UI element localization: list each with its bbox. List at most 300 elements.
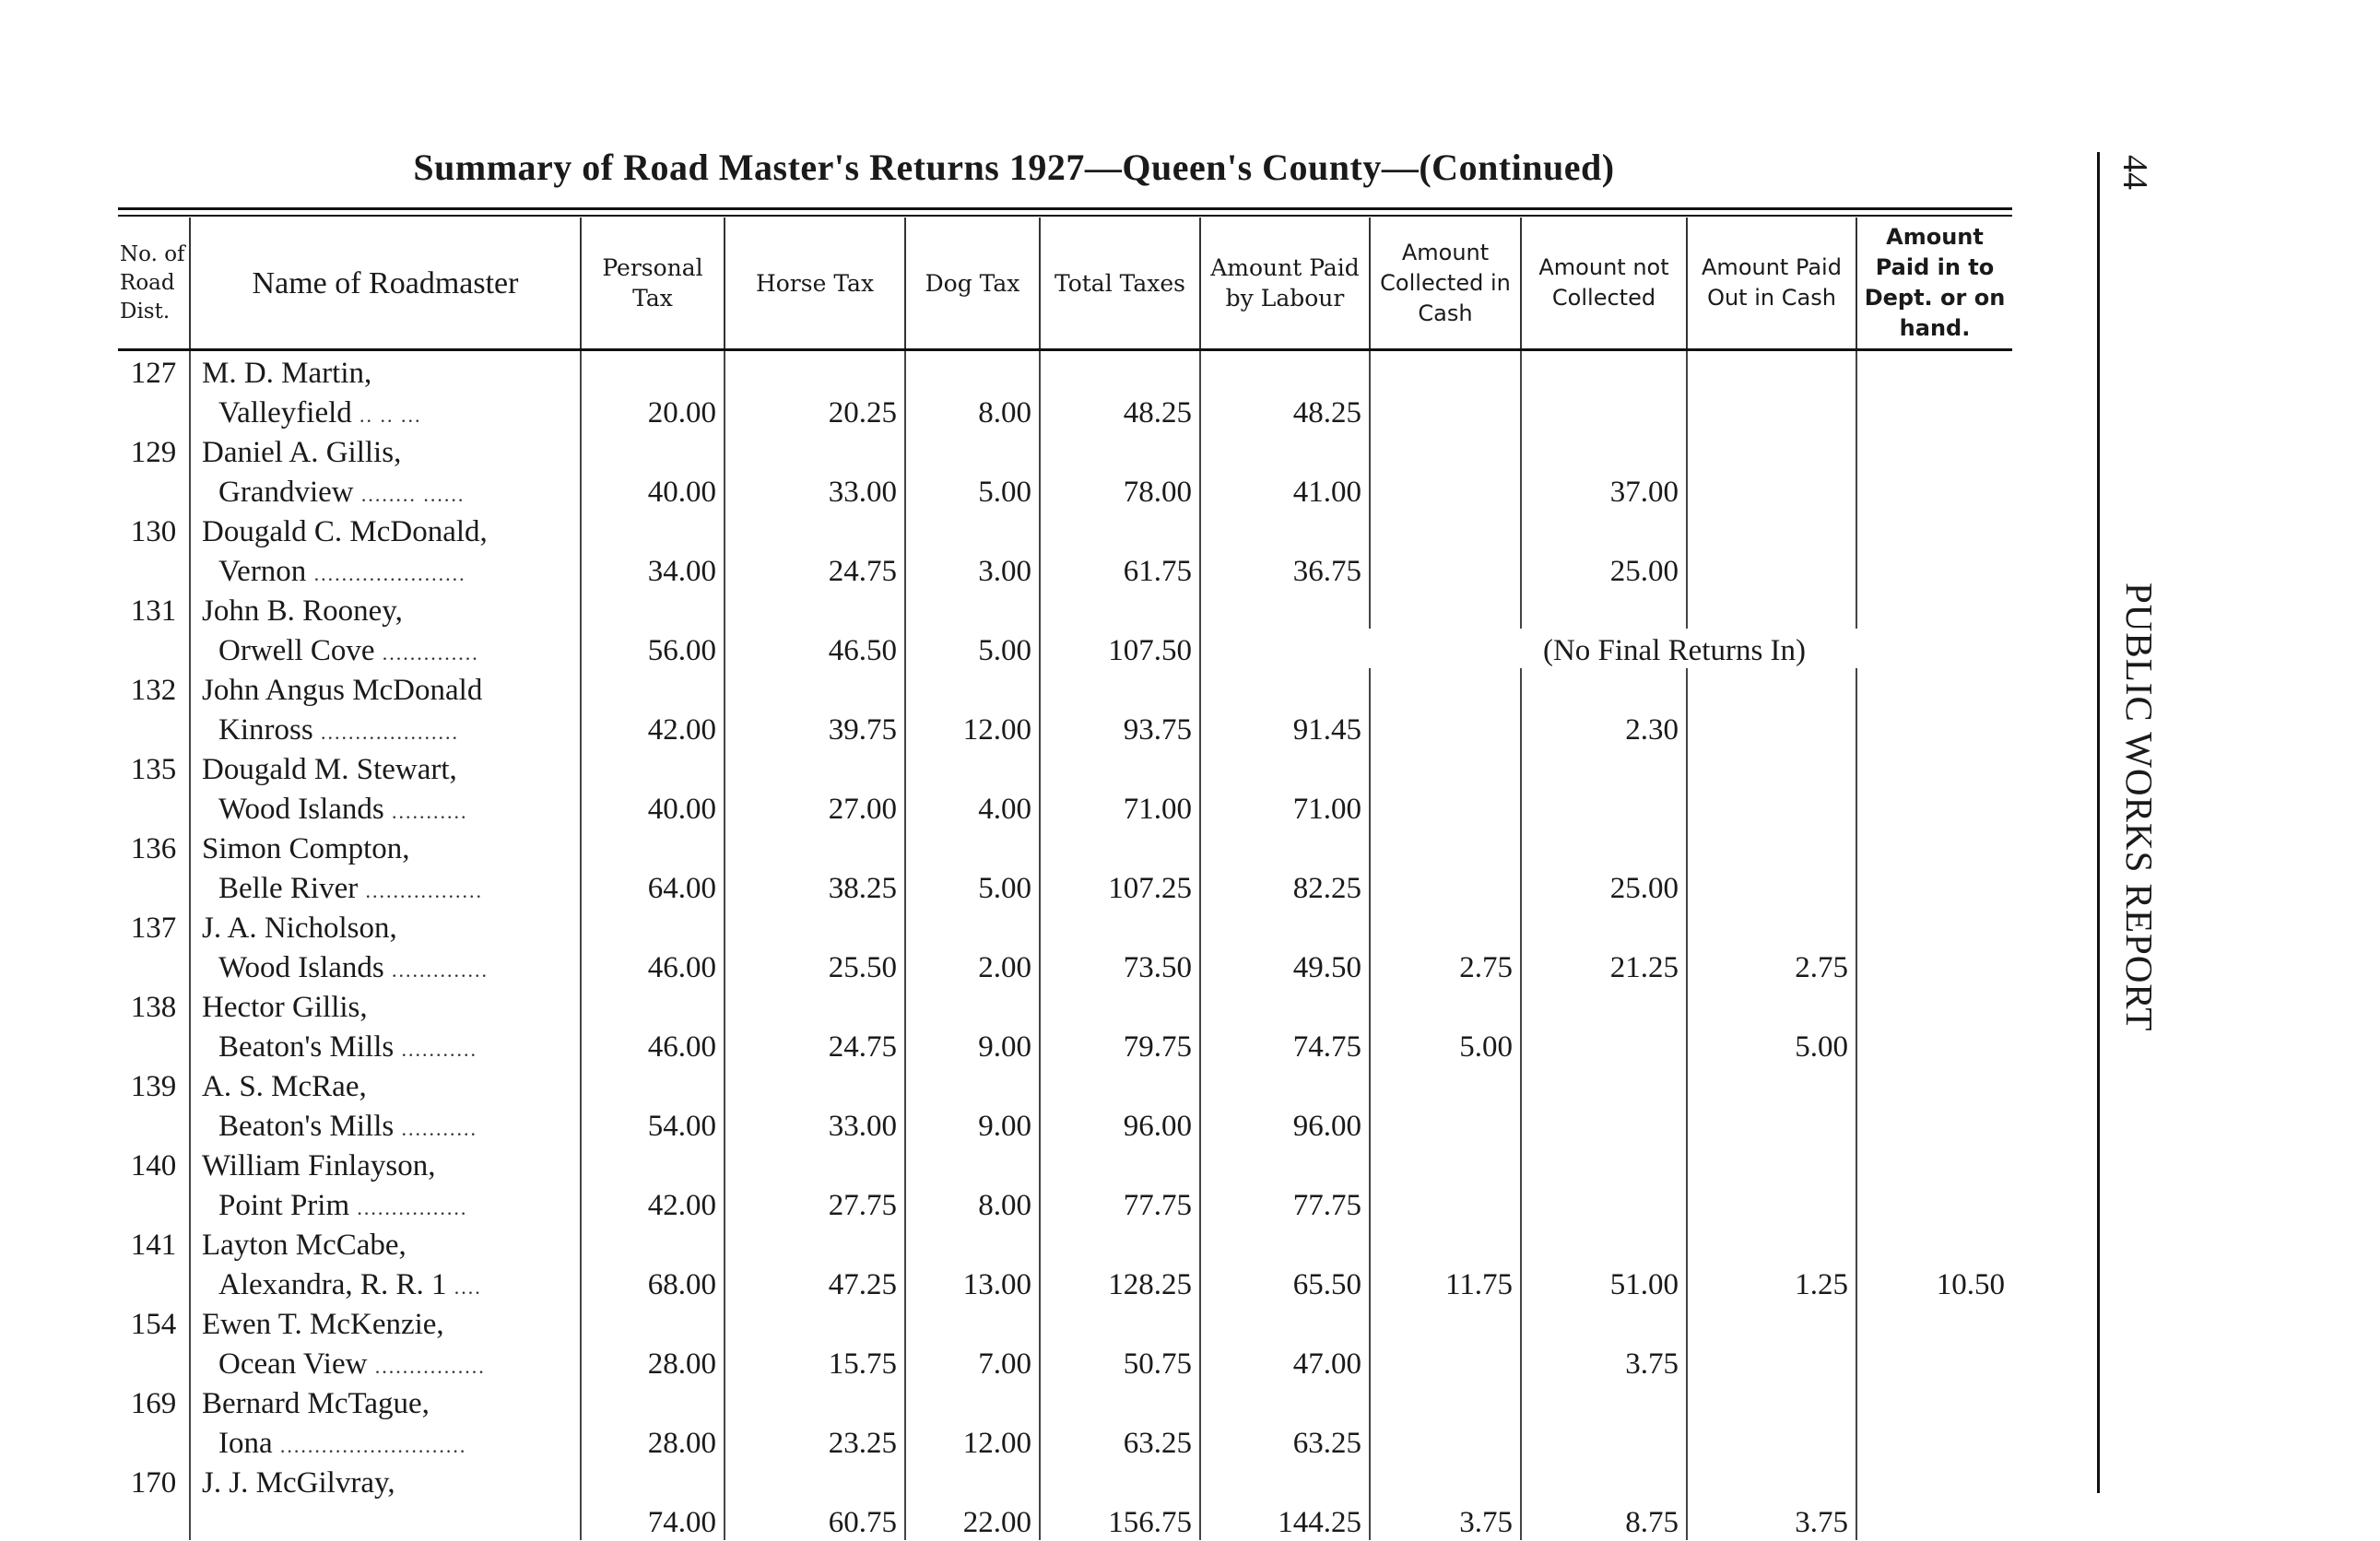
value-paid-in: [1856, 708, 2012, 747]
empty-cell: [118, 549, 190, 589]
road-dist-number: 137: [130, 912, 177, 945]
empty-cell: [1370, 1144, 1521, 1183]
empty-cell: [581, 668, 725, 708]
empty-cell: [905, 1065, 1040, 1104]
empty-cell: [905, 430, 1040, 470]
empty-cell: [725, 350, 905, 392]
dot-leader: ........ ......: [360, 483, 465, 506]
place-text: Wood Islands: [218, 793, 384, 826]
road-dist-number: 129: [130, 436, 177, 469]
value-collected: [1370, 708, 1521, 747]
value-labour: 82.25: [1200, 866, 1370, 906]
table-row: [118, 906, 2012, 946]
roadmaster-name: Simon Compton,: [190, 827, 581, 866]
roadmaster-name: Dougald M. Stewart,: [190, 747, 581, 787]
value-dog: 12.00: [905, 1421, 1040, 1461]
empty-cell: [581, 1382, 725, 1421]
roadmaster-name: Dougald C. McDonald,: [190, 510, 581, 549]
empty-cell: [1521, 350, 1687, 392]
empty-cell: [1370, 350, 1521, 392]
empty-cell: [118, 629, 190, 668]
header-dog-tax: Dog Tax: [905, 218, 1040, 350]
value-horse: 24.75: [725, 1025, 905, 1065]
empty-cell: [905, 906, 1040, 946]
empty-cell: [1370, 510, 1521, 549]
value-personal: 68.00: [581, 1263, 725, 1302]
value-collected: [1370, 1342, 1521, 1382]
table-row: [118, 668, 2012, 708]
empty-cell: [725, 589, 905, 629]
empty-cell: [1521, 1065, 1687, 1104]
roadmaster-place: [190, 549, 581, 589]
table-row-values: [118, 470, 2012, 510]
value-not-collected: [1521, 1025, 1687, 1065]
empty-cell: [1856, 350, 2012, 392]
empty-cell: [1521, 747, 1687, 787]
empty-cell: [1040, 747, 1200, 787]
value-total: 93.75: [1040, 708, 1200, 747]
table-row: [118, 827, 2012, 866]
value-collected: 2.75: [1370, 946, 1521, 985]
empty-cell: [1521, 985, 1687, 1025]
empty-cell: [1521, 1223, 1687, 1263]
empty-cell: [1200, 1302, 1370, 1342]
table-row: [118, 1461, 2012, 1500]
empty-cell: [1200, 1065, 1370, 1104]
road-master-returns-table: [118, 218, 2012, 1540]
empty-cell: [1040, 985, 1200, 1025]
empty-cell: [1521, 510, 1687, 549]
value-dog: 3.00: [905, 549, 1040, 589]
value-collected: [1370, 391, 1521, 430]
empty-cell: [1521, 1461, 1687, 1500]
table-row-values: [118, 391, 2012, 430]
empty-cell: [581, 985, 725, 1025]
running-head: PUBLIC WORKS REPORT: [2118, 582, 2161, 1032]
value-not-collected: [1521, 1104, 1687, 1144]
empty-cell: [581, 510, 725, 549]
empty-cell: [725, 1461, 905, 1500]
empty-cell: [1200, 430, 1370, 470]
value-labour: 91.45: [1200, 708, 1370, 747]
roadmaster-place: [190, 1104, 581, 1144]
empty-cell: [1200, 747, 1370, 787]
empty-cell: [1687, 1382, 1856, 1421]
value-horse: 27.75: [725, 1183, 905, 1223]
value-horse: 27.00: [725, 787, 905, 827]
empty-cell: [905, 747, 1040, 787]
empty-cell: [581, 1144, 725, 1183]
empty-cell: [1687, 668, 1856, 708]
empty-cell: [1687, 1302, 1856, 1342]
empty-cell: [1370, 1382, 1521, 1421]
empty-cell: [1200, 1144, 1370, 1183]
table-row-values: [118, 629, 2012, 668]
empty-cell: [118, 1025, 190, 1065]
empty-cell: [1200, 827, 1370, 866]
value-dog: 5.00: [905, 470, 1040, 510]
place-text: Iona: [218, 1427, 273, 1460]
value-paid-in: [1856, 1421, 2012, 1461]
value-collected: [1370, 1421, 1521, 1461]
road-dist-number: 170: [130, 1466, 177, 1500]
place-text: Kinross: [218, 713, 313, 747]
value-paid-in: [1856, 549, 2012, 589]
empty-cell: [581, 430, 725, 470]
value-personal: 20.00: [581, 391, 725, 430]
value-total: 107.50: [1040, 629, 1200, 668]
value-paid-out: [1687, 470, 1856, 510]
empty-cell: [905, 1223, 1040, 1263]
roadmaster-name: Daniel A. Gillis,: [190, 430, 581, 470]
dot-leader: .................: [365, 879, 483, 902]
value-not-collected: 25.00: [1521, 549, 1687, 589]
roadmaster-name: Ewen T. McKenzie,: [190, 1302, 581, 1342]
page-title: Summary of Road Master's Returns 1927—Queen's County—(Continued): [413, 147, 1615, 188]
empty-cell: [1040, 1223, 1200, 1263]
empty-cell: [1687, 747, 1856, 787]
table-row-values: [118, 1104, 2012, 1144]
value-personal: 46.00: [581, 1025, 725, 1065]
value-paid-in: [1856, 1025, 2012, 1065]
empty-cell: [1200, 985, 1370, 1025]
value-total: 79.75: [1040, 1025, 1200, 1065]
header-personal-tax: Personal Tax: [581, 218, 725, 350]
value-horse: 33.00: [725, 1104, 905, 1144]
dot-leader: ...........: [401, 1038, 477, 1061]
empty-cell: [1521, 827, 1687, 866]
header-not-collected: Amount not Collected: [1521, 218, 1687, 350]
roadmaster-place: [190, 708, 581, 747]
road-dist-number: 130: [130, 515, 177, 548]
empty-cell: [905, 510, 1040, 549]
roadmaster-name: Hector Gillis,: [190, 985, 581, 1025]
value-labour: 65.50: [1200, 1263, 1370, 1302]
empty-cell: [581, 1065, 725, 1104]
value-dog: 8.00: [905, 391, 1040, 430]
value-paid-out: [1687, 1342, 1856, 1382]
dot-leader: .. .. ...: [359, 404, 422, 427]
empty-cell: [118, 1183, 190, 1223]
roadmaster-name: J. J. McGilvray,: [190, 1461, 581, 1500]
road-dist-number: 136: [130, 832, 177, 865]
value-personal: 64.00: [581, 866, 725, 906]
value-total: 50.75: [1040, 1342, 1200, 1382]
value-dog: 8.00: [905, 1183, 1040, 1223]
place-text: Valleyfield: [218, 396, 352, 429]
empty-cell: [1040, 589, 1200, 629]
roadmaster-name: J. A. Nicholson,: [190, 906, 581, 946]
value-paid-out: 5.00: [1687, 1025, 1856, 1065]
empty-cell: [1687, 985, 1856, 1025]
empty-cell: [1040, 1461, 1200, 1500]
value-paid-out: [1687, 708, 1856, 747]
empty-cell: [725, 1382, 905, 1421]
table-row-values: [118, 1263, 2012, 1302]
value-horse: 46.50: [725, 629, 905, 668]
road-dist-number: 132: [130, 674, 177, 707]
value-labour: 47.00: [1200, 1342, 1370, 1382]
value-labour: 71.00: [1200, 787, 1370, 827]
empty-cell: [1040, 668, 1200, 708]
dot-leader: ...........................: [279, 1434, 467, 1457]
value-total: 48.25: [1040, 391, 1200, 430]
value-dog: 2.00: [905, 946, 1040, 985]
empty-cell: [1521, 668, 1687, 708]
value-personal: 28.00: [581, 1342, 725, 1382]
empty-cell: [725, 906, 905, 946]
empty-cell: [1200, 589, 1370, 629]
value-total: 107.25: [1040, 866, 1200, 906]
value-not-collected: 21.25: [1521, 946, 1687, 985]
value-paid-out: 1.25: [1687, 1263, 1856, 1302]
empty-cell: [905, 1382, 1040, 1421]
page-number: 44: [2115, 155, 2154, 190]
table-row: [118, 985, 2012, 1025]
empty-cell: [725, 1223, 905, 1263]
empty-cell: [905, 668, 1040, 708]
table-row-values: [118, 549, 2012, 589]
value-paid-out: [1687, 787, 1856, 827]
empty-cell: [1856, 668, 2012, 708]
header-roadmaster-name: Name of Roadmaster: [190, 218, 581, 350]
value-paid-in: [1856, 470, 2012, 510]
margin-rule: [2097, 152, 2100, 1493]
empty-cell: [581, 1223, 725, 1263]
empty-cell: [1200, 1223, 1370, 1263]
road-dist-number: 141: [130, 1229, 177, 1262]
value-total: 96.00: [1040, 1104, 1200, 1144]
empty-cell: [1687, 827, 1856, 866]
table-row-values: [118, 1500, 2012, 1540]
header-paid-out-in-cash: Amount Paid Out in Cash: [1687, 218, 1856, 350]
table-row-values: [118, 708, 2012, 747]
value-horse: 15.75: [725, 1342, 905, 1382]
empty-cell: [1370, 747, 1521, 787]
value-not-collected: [1521, 1421, 1687, 1461]
table-row-values: [118, 787, 2012, 827]
value-personal: 46.00: [581, 946, 725, 985]
value-horse: 23.25: [725, 1421, 905, 1461]
value-paid-in: [1856, 1183, 2012, 1223]
value-dog: 9.00: [905, 1025, 1040, 1065]
table-row: [118, 1223, 2012, 1263]
empty-cell: [1856, 589, 2012, 629]
value-labour: 49.50: [1200, 946, 1370, 985]
empty-cell: [905, 1144, 1040, 1183]
value-labour: 74.75: [1200, 1025, 1370, 1065]
value-not-collected: 2.30: [1521, 708, 1687, 747]
value-paid-in: [1856, 1342, 2012, 1382]
empty-cell: [1200, 350, 1370, 392]
roadmaster-name: A. S. McRae,: [190, 1065, 581, 1104]
empty-cell: [1856, 1223, 2012, 1263]
empty-cell: [581, 747, 725, 787]
table-row: [118, 589, 2012, 629]
empty-cell: [581, 589, 725, 629]
empty-cell: [725, 668, 905, 708]
value-not-collected: [1521, 391, 1687, 430]
empty-cell: [118, 1421, 190, 1461]
value-horse: 33.00: [725, 470, 905, 510]
note-text: (No Final Returns In): [1542, 634, 1807, 667]
empty-cell: [1856, 1382, 2012, 1421]
roadmaster-place: [190, 787, 581, 827]
value-not-collected: [1521, 1183, 1687, 1223]
value-horse: 39.75: [725, 708, 905, 747]
road-dist-number: 140: [130, 1149, 177, 1182]
empty-cell: [1687, 1144, 1856, 1183]
value-personal: 56.00: [581, 629, 725, 668]
empty-cell: [1040, 827, 1200, 866]
value-personal: 28.00: [581, 1421, 725, 1461]
value-personal: 54.00: [581, 1104, 725, 1144]
empty-cell: [1370, 985, 1521, 1025]
value-total: 77.75: [1040, 1183, 1200, 1223]
value-collected: [1370, 470, 1521, 510]
roadmaster-name: M. D. Martin,: [190, 350, 581, 392]
value-paid-in: [1856, 1104, 2012, 1144]
table-row: [118, 1302, 2012, 1342]
value-labour: 36.75: [1200, 549, 1370, 589]
header-paid-in-to-dept: Amount Paid in to Dept. or on hand.: [1856, 218, 2012, 350]
place-text: Orwell Cove: [218, 634, 375, 667]
empty-cell: [1856, 1065, 2012, 1104]
value-not-collected: 8.75: [1521, 1500, 1687, 1540]
empty-cell: [1856, 827, 2012, 866]
value-personal: 34.00: [581, 549, 725, 589]
value-personal: 40.00: [581, 470, 725, 510]
empty-cell: [1687, 906, 1856, 946]
value-labour: 41.00: [1200, 470, 1370, 510]
dot-leader: ................: [357, 1196, 468, 1219]
value-paid-out: [1687, 1183, 1856, 1223]
value-total: 78.00: [1040, 470, 1200, 510]
empty-cell: [118, 708, 190, 747]
table-row-values: [118, 1342, 2012, 1382]
empty-cell: [1370, 1461, 1521, 1500]
empty-cell: [905, 350, 1040, 392]
empty-cell: [581, 906, 725, 946]
empty-cell: [1370, 1302, 1521, 1342]
dot-leader: ......................: [313, 562, 466, 585]
table-row: [118, 510, 2012, 549]
value-dog: 12.00: [905, 708, 1040, 747]
empty-cell: [581, 350, 725, 392]
roadmaster-place: [190, 391, 581, 430]
dot-leader: ..............: [392, 959, 489, 982]
empty-cell: [1370, 589, 1521, 629]
place-text: Grandview: [218, 476, 354, 509]
value-paid-out: 3.75: [1687, 1500, 1856, 1540]
empty-cell: [1687, 1461, 1856, 1500]
empty-cell: [725, 430, 905, 470]
no-returns-note: [1370, 629, 2012, 668]
value-labour: 48.25: [1200, 391, 1370, 430]
value-collected: [1370, 866, 1521, 906]
place-text: Beaton's Mills: [218, 1110, 395, 1143]
place-text: Belle River: [218, 872, 359, 905]
header-total-taxes: Total Taxes: [1040, 218, 1200, 350]
empty-cell: [725, 985, 905, 1025]
road-dist-number: 127: [130, 357, 177, 390]
value-horse: 60.75: [725, 1500, 905, 1540]
value-dog: 5.00: [905, 629, 1040, 668]
value-labour: 77.75: [1200, 1183, 1370, 1223]
empty-cell: [1687, 510, 1856, 549]
empty-cell: [118, 1263, 190, 1302]
empty-cell: [905, 1302, 1040, 1342]
header-road-dist: No. of Road Dist.: [118, 218, 190, 350]
empty-cell: [1521, 906, 1687, 946]
value-paid-out: [1687, 549, 1856, 589]
place-text: Beaton's Mills: [218, 1030, 395, 1064]
roadmaster-name: Bernard McTague,: [190, 1382, 581, 1421]
table-row: [118, 350, 2012, 392]
dot-leader: ....................: [320, 721, 459, 744]
empty-cell: [1521, 430, 1687, 470]
empty-cell: [581, 1461, 725, 1500]
header-double-rule: [118, 207, 2012, 217]
value-paid-in: [1856, 391, 2012, 430]
value-labour: 96.00: [1200, 1104, 1370, 1144]
value-paid-in: [1856, 866, 2012, 906]
empty-cell: [1856, 510, 2012, 549]
table-row: [118, 430, 2012, 470]
table-body: [118, 350, 2012, 1541]
empty-cell: [1200, 1382, 1370, 1421]
place-text: Alexandra, R. R. 1: [218, 1268, 447, 1301]
roadmaster-name: John B. Rooney,: [190, 589, 581, 629]
dot-leader: ...........: [401, 1117, 477, 1140]
value-total: 71.00: [1040, 787, 1200, 827]
empty-cell: [1370, 1223, 1521, 1263]
empty-cell: [1370, 668, 1521, 708]
empty-cell: [1370, 827, 1521, 866]
value-labour: [1200, 629, 1370, 668]
empty-cell: [725, 1065, 905, 1104]
empty-cell: [118, 1342, 190, 1382]
empty-cell: [1856, 985, 2012, 1025]
dot-leader: ...........: [392, 800, 468, 823]
value-paid-out: [1687, 866, 1856, 906]
empty-cell: [905, 985, 1040, 1025]
roadmaster-place: [190, 470, 581, 510]
empty-cell: [1370, 1065, 1521, 1104]
empty-cell: [905, 827, 1040, 866]
value-paid-out: [1687, 1104, 1856, 1144]
value-personal: 42.00: [581, 708, 725, 747]
empty-cell: [1040, 1065, 1200, 1104]
roadmaster-name: John Angus McDonald: [190, 668, 581, 708]
empty-cell: [1521, 1302, 1687, 1342]
empty-cell: [1856, 747, 2012, 787]
table-row: [118, 747, 2012, 787]
value-collected: [1370, 1104, 1521, 1144]
empty-cell: [118, 470, 190, 510]
empty-cell: [118, 866, 190, 906]
value-personal: 74.00: [581, 1500, 725, 1540]
place-text: Point Prim: [218, 1189, 350, 1222]
value-paid-out: [1687, 1421, 1856, 1461]
value-paid-out: [1687, 391, 1856, 430]
header-paid-by-labour: Amount Paid by Labour: [1200, 218, 1370, 350]
value-not-collected: [1521, 787, 1687, 827]
value-paid-in: [1856, 1500, 2012, 1540]
empty-cell: [1687, 1065, 1856, 1104]
value-horse: 20.25: [725, 391, 905, 430]
table-row-values: [118, 1025, 2012, 1065]
